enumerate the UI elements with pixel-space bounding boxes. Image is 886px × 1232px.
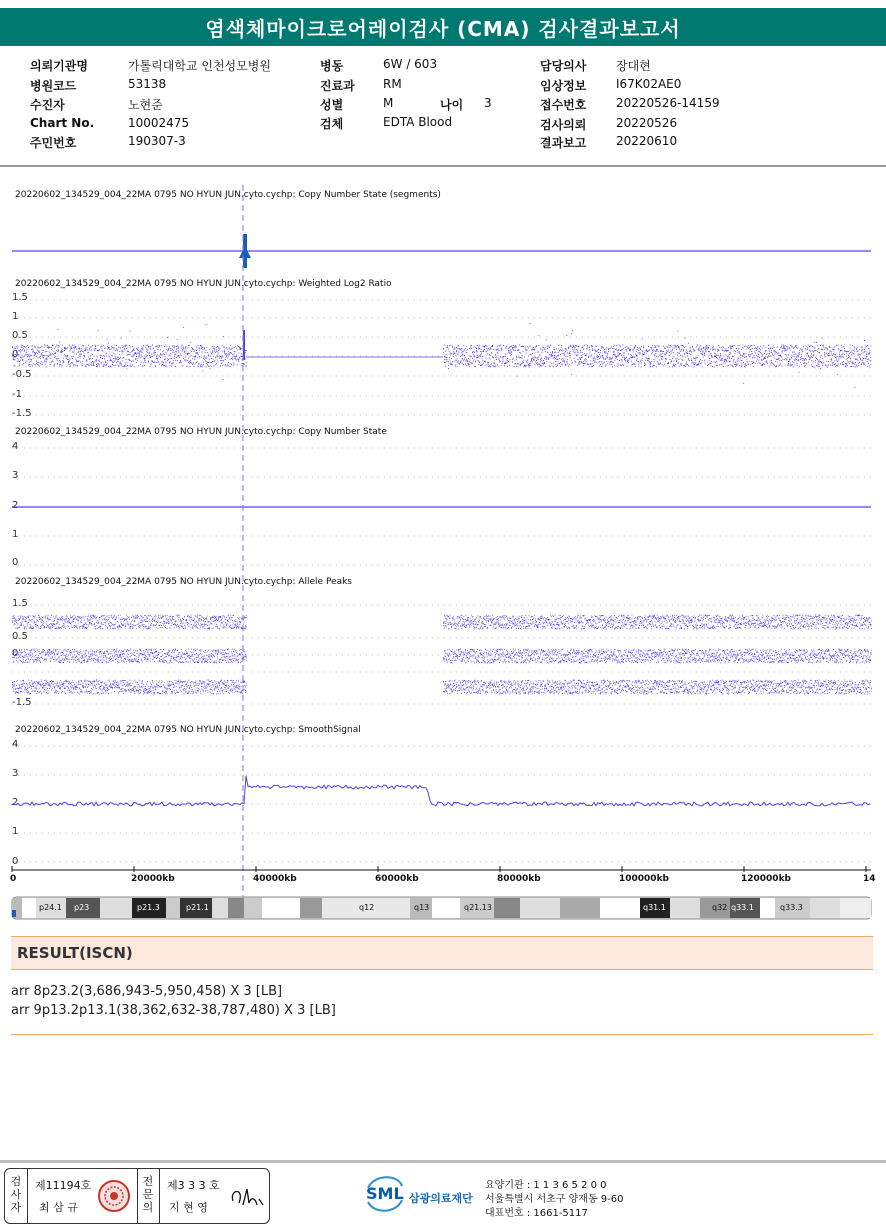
- ideogram-band: q33.3: [780, 903, 803, 912]
- info-key: 검사의뢰: [540, 118, 587, 132]
- segment-marker-arrow: [239, 246, 251, 258]
- allele-band: [12, 649, 872, 663]
- y-tick: 4: [12, 441, 19, 452]
- x-tick-label: 80000kb: [497, 874, 541, 884]
- info-value: 10002475: [128, 116, 190, 130]
- y-tick: 0.5: [12, 330, 28, 341]
- ideogram-band: q13: [414, 903, 430, 912]
- x-tick-label: 60000kb: [375, 874, 419, 884]
- y-tick: 0: [12, 856, 19, 867]
- x-tick-label: 14: [863, 874, 876, 884]
- ideogram-band: p24.1: [39, 903, 62, 912]
- info-key: 담당의사: [540, 59, 587, 73]
- tester-license: 제11194호: [35, 1179, 92, 1192]
- plot-title-cn-state: 20220602_134529_004_22MA 0795 NO HYUN JUN.cyto.cychp: Copy Number State: [15, 427, 387, 437]
- allele-band: [12, 615, 872, 629]
- ideogram-band-shape: [494, 898, 520, 918]
- log2-points: [12, 324, 871, 388]
- info-key: 성별: [320, 98, 344, 112]
- info-value: 53138: [128, 77, 167, 91]
- info-value: 노현준: [128, 98, 163, 112]
- plot-title-cn-segments: 20220602_134529_004_22MA 0795 NO HYUN JUN.cyto.cychp: Copy Number State (segments): [15, 190, 441, 200]
- ideogram-band-shape: [600, 898, 640, 918]
- ideogram-band: q33.1: [731, 903, 754, 912]
- ideogram-band: p23: [74, 903, 90, 912]
- ideogram-band: p21.3: [137, 903, 160, 912]
- y-tick: -1.5: [12, 697, 32, 708]
- ideogram-band-shape: [810, 898, 840, 918]
- info-value: 장대현: [616, 59, 651, 73]
- plot-title-log2: 20220602_134529_004_22MA 0795 NO HYUN JUN.cyto.cychp: Weighted Log2 Ratio: [15, 279, 392, 289]
- info-value: 6W / 603: [383, 57, 438, 71]
- x-tick-label: 0: [10, 874, 17, 884]
- info-value: 20220610: [616, 134, 678, 148]
- reviewer-name: 지 현 영: [169, 1201, 208, 1214]
- info-key: 의뢰기관명: [30, 59, 88, 73]
- info-key: 진료과: [320, 79, 355, 93]
- info-value: RM: [383, 77, 402, 91]
- ideogram-band-shape: [22, 898, 36, 918]
- y-tick: 2: [12, 500, 19, 511]
- info-key: 병동: [320, 59, 344, 73]
- report-title: 염색체마이크로어레이검사 (CMA) 검사결과보고서: [0, 8, 886, 46]
- y-tick: 1: [12, 826, 19, 837]
- info-value: 20220526: [616, 116, 678, 130]
- divider: [27, 1169, 28, 1223]
- info-key: 접수번호: [540, 98, 587, 112]
- y-tick: 3: [12, 470, 19, 481]
- ideogram-band-shape: [244, 898, 262, 918]
- phone: 대표번호 : 1661-5117: [485, 1208, 588, 1219]
- plot-title-smooth: 20220602_134529_004_22MA 0795 NO HYUN JUN.cyto.cychp: SmoothSignal: [15, 725, 361, 735]
- ideogram-band-shape: [760, 898, 775, 918]
- x-tick-label: 120000kb: [741, 874, 792, 884]
- info-key: 결과보고: [540, 136, 587, 150]
- info-key: Chart No.: [30, 116, 95, 130]
- ideogram-band-shape: [520, 898, 560, 918]
- y-tick: 4: [12, 739, 19, 750]
- ideogram-band-shape: [262, 898, 300, 918]
- result-line: arr 8p23.2(3,686,943-5,950,458) X 3 [LB]: [11, 984, 283, 999]
- logo-text: SML: [366, 1184, 404, 1203]
- ideogram-band-shape: [840, 898, 871, 918]
- y-tick: 3: [12, 768, 19, 779]
- y-tick: 1: [12, 529, 19, 540]
- info-key: 주민번호: [30, 136, 77, 150]
- ideogram-band-shape: [212, 898, 228, 918]
- ideogram-highlight: [12, 910, 16, 917]
- footer-divider: [0, 1160, 886, 1163]
- y-tick: 1: [12, 311, 19, 322]
- smooth-signal-line: [12, 776, 870, 806]
- info-key: 임상정보: [540, 79, 587, 93]
- result-heading: RESULT(ISCN): [11, 936, 873, 970]
- seal-icon: [97, 1179, 131, 1213]
- info-value: 3: [484, 96, 492, 110]
- info-value: I67K02AE0: [616, 77, 682, 91]
- org-name: 삼광의료재단: [409, 1192, 473, 1205]
- tester-label: 검사자: [10, 1175, 22, 1214]
- institution-code: 요양기관 : 1 1 3 6 5 2 0 0: [485, 1180, 607, 1191]
- info-value: 가톨릭대학교 인천성모병원: [128, 59, 271, 73]
- y-tick: 0: [12, 557, 19, 568]
- ideogram-band: q21.13: [464, 903, 492, 912]
- y-tick: -0.5: [12, 369, 32, 380]
- y-tick: 1.5: [12, 292, 28, 303]
- ideogram-band-shape: [560, 898, 600, 918]
- divider: [159, 1169, 160, 1223]
- ideogram-band: q12: [359, 903, 375, 912]
- info-value: EDTA Blood: [383, 115, 453, 129]
- address: 서울특별시 서초구 양재동 9-60: [485, 1194, 624, 1205]
- divider: [137, 1169, 138, 1223]
- reviewer-license: 제3 3 3 호: [167, 1179, 220, 1192]
- info-key: 병원코드: [30, 79, 77, 93]
- ideogram-band-shape: [300, 898, 322, 918]
- ideogram-band-shape: [670, 898, 700, 918]
- y-tick: 0.5: [12, 631, 28, 642]
- allele-band: [12, 680, 872, 694]
- info-value: M: [383, 96, 394, 110]
- y-tick: -1: [12, 389, 22, 400]
- reviewer-label: 전문의: [142, 1175, 154, 1214]
- signature-box: [4, 1168, 270, 1224]
- info-value: 190307-3: [128, 134, 186, 148]
- signature-icon: [227, 1183, 267, 1211]
- tester-name: 최 삼 규: [39, 1201, 78, 1214]
- ideogram-band-shape: [228, 898, 244, 918]
- info-key: 검체: [320, 117, 344, 131]
- y-tick: 2: [12, 797, 19, 808]
- x-tick-label: 100000kb: [619, 874, 670, 884]
- ideogram-band-shape: [100, 898, 132, 918]
- result-line: arr 9p13.2p13.1(38,362,632-38,787,480) X 3 [LB]: [11, 1003, 336, 1018]
- ideogram-band-shape: [432, 898, 460, 918]
- plot-title-allele: 20220602_134529_004_22MA 0795 NO HYUN JUN.cyto.cychp: Allele Peaks: [15, 577, 352, 587]
- x-tick-label: 20000kb: [131, 874, 175, 884]
- ideogram-band: p21.1: [186, 903, 209, 912]
- info-key: 수진자: [30, 98, 65, 112]
- ideogram-band: q31.1: [643, 903, 666, 912]
- y-tick: -1.5: [12, 408, 32, 419]
- y-tick: 0: [12, 648, 19, 659]
- y-tick: 0: [12, 349, 19, 360]
- divider: [11, 1034, 873, 1035]
- y-tick: 1.5: [12, 598, 28, 609]
- ideogram-band: q32: [712, 903, 728, 912]
- info-key: 나이: [440, 98, 464, 112]
- x-tick-label: 40000kb: [253, 874, 297, 884]
- info-value: 20220526-14159: [616, 96, 720, 110]
- ideogram-band-shape: [166, 898, 180, 918]
